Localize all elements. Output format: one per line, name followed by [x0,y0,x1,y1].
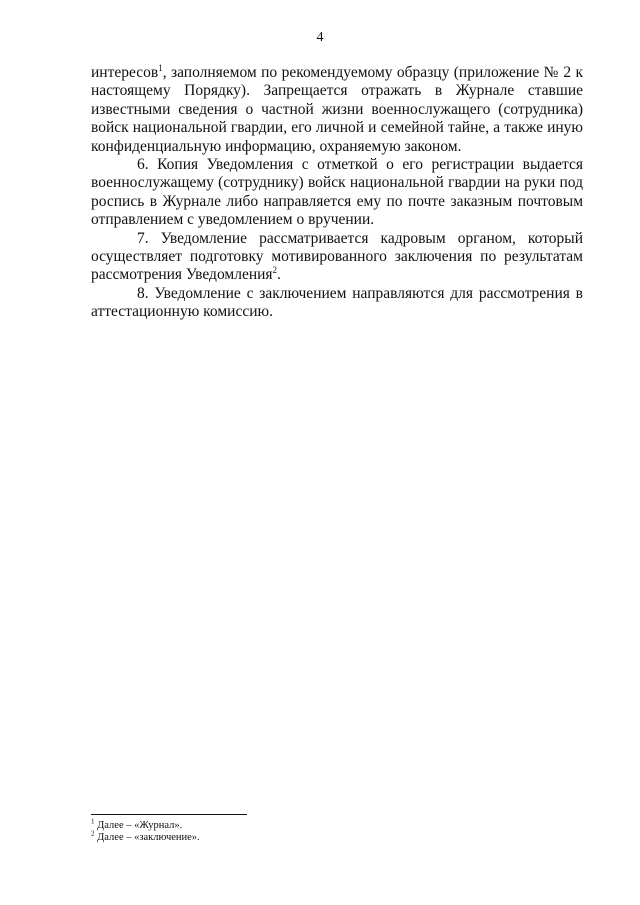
footnote-reference-1: 1 [158,62,163,73]
footnote-separator [91,814,247,815]
page-number: 4 [316,30,324,45]
footnote-text: Далее – «заключение». [97,832,200,843]
paragraph-item-8: 8. Уведомление с заключением направляются для рассмотрения в аттестационную комиссию. [91,284,583,321]
paragraph-item-7 [91,230,583,285]
paragraph-tail: . [277,266,281,284]
paragraph-item-6: 6. Копия Уведомления с отметкой о его регистрации выдается военнослужащему (сотруднику) войск национальной гвардии на руки под роспись в Журнале либо направляется ему по почте заказным почтовым отправлением с уведомлением о вручении. [91,156,583,229]
footnote-reference-2: 2 [272,265,278,276]
paragraph-lead-text: интересов [91,64,159,81]
document-body [91,64,583,322]
footnote-1 [91,817,391,832]
footnote-mark: 1 [91,817,95,826]
footnote-2 [91,829,391,844]
footnote-text: Далее – «Журнал». [97,820,183,831]
footnote-mark: 2 [91,829,95,838]
paragraph-text: , заполняемом по рекомендуемому образцу (приложение № 2 к настоящему Порядку). Запрещается отражать в Журнале ставшие известными сведения о частной жизни военнослужащего (сотрудника) войск национальной гвардии, его личной и семейной тайне, а также иную конфиденциальную информацию, охраняемую законом. [91,64,583,155]
paragraph-continuation [91,64,583,156]
paragraph-text: 7. Уведомление рассматривается кадровым органом, который осуществляет подготовку мотивированного заключения по результатам рассмотрения Уведомления [91,229,583,284]
footnotes [91,817,391,844]
